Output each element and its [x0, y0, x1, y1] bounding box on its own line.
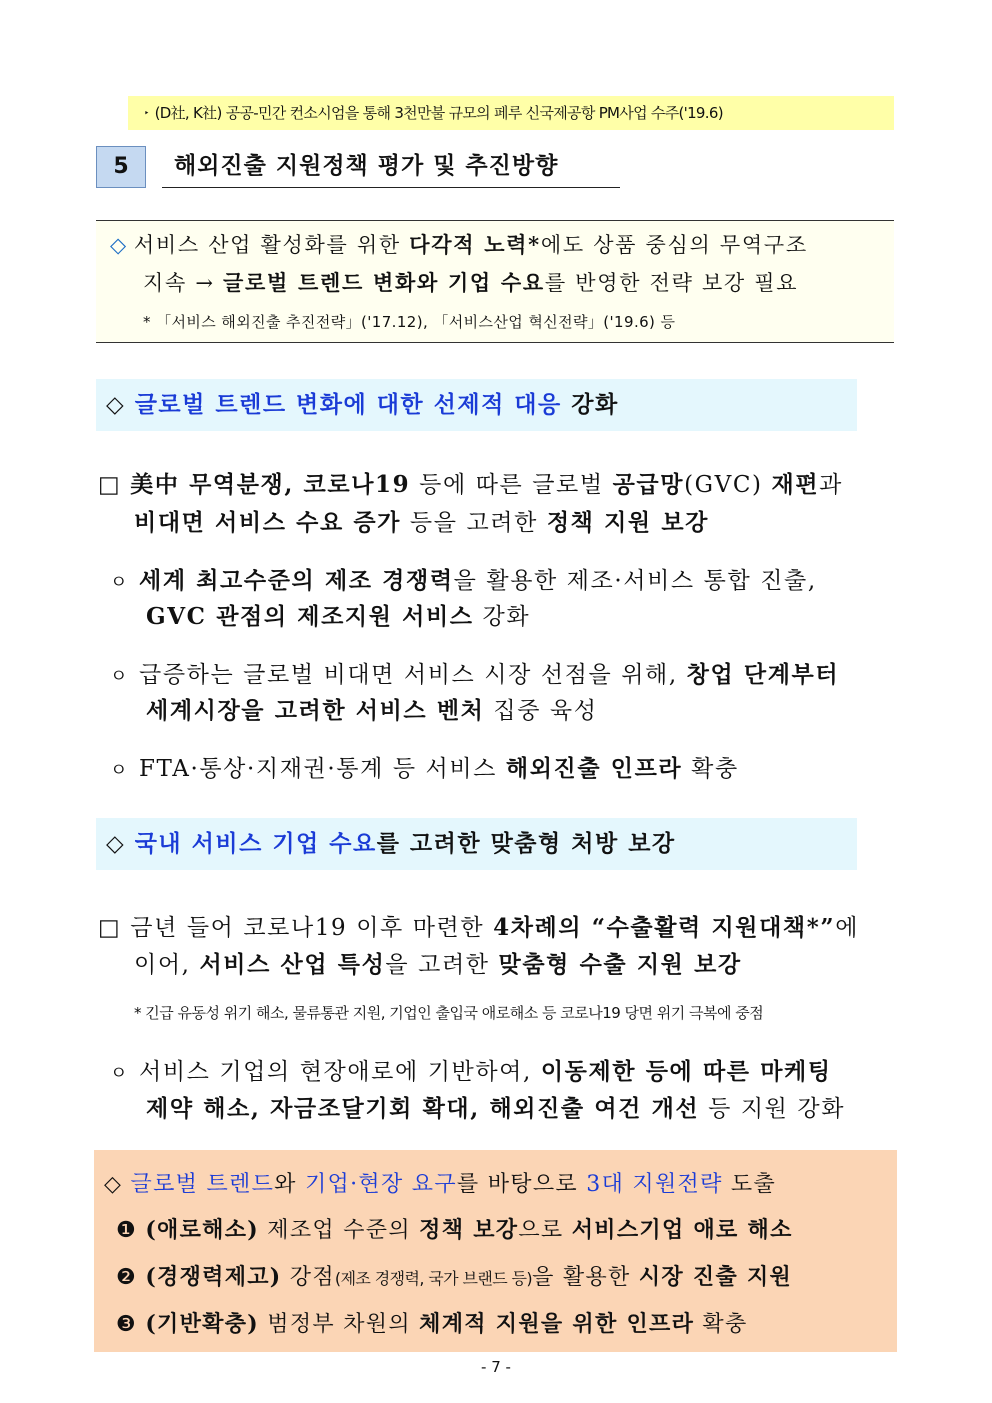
text-bold: 비대면 서비스 수요 증가 — [134, 509, 402, 536]
block2-bullet-1-line-1 — [110, 1053, 832, 1086]
section-number-box: 5 — [96, 146, 146, 188]
text: 이어, — [134, 952, 200, 978]
strategy-blue-text: 글로벌 트렌드 — [130, 1172, 275, 1197]
summary-text: 지속 → — [143, 271, 224, 295]
text: 를 바탕으로 — [456, 1172, 587, 1197]
text-bold: 제약 해소, 자금조달기회 확대, 해외진출 여건 개선 — [146, 1095, 700, 1122]
text: 도출 — [722, 1172, 777, 1197]
text: 집중 육성 — [484, 698, 598, 724]
strategy-box — [94, 1150, 897, 1352]
strategy-item-3 — [116, 1307, 748, 1338]
text-bold: 해외진출 인프라 — [505, 755, 683, 782]
text: 급증하는 글로벌 비대면 서비스 시장 선점을 위해, — [139, 662, 687, 688]
subheading-global-trend — [96, 379, 857, 431]
triangle-bullet-icon: ‣ — [144, 109, 149, 119]
text: 등을 고려한 — [401, 510, 547, 536]
text-bold: 체계적 지원을 위한 인프라 — [419, 1311, 695, 1337]
text: FTA·통상·지재권·통계 등 서비스 — [139, 756, 506, 782]
text: 에 — [835, 915, 860, 941]
subheading-domestic-demand — [96, 818, 857, 870]
summary-box — [96, 220, 894, 343]
diamond-marker-icon: ◇ — [110, 233, 128, 257]
page-number: - 7 - — [481, 1358, 511, 1376]
text: 등 지원 강화 — [699, 1096, 846, 1122]
summary-text: 에도 상품 중심의 무역구조 — [540, 233, 808, 257]
block1-main-line-1 — [98, 466, 843, 499]
text-bold: 서비스기업 애로 해소 — [571, 1217, 793, 1243]
text-bold: 정책 보강 — [419, 1217, 519, 1243]
text: 제조업 수준의 — [258, 1218, 420, 1243]
text: 금년 들어 코로나19 이후 마련한 — [130, 915, 494, 941]
text: 과 — [819, 472, 843, 498]
strategy-blue-text: 기업·현장 요구 — [305, 1172, 457, 1197]
summary-emphasis: 다각적 노력* — [409, 232, 541, 257]
top-note-text: (D社, K社) 공공-민간 컨소시엄을 통해 3천만불 규모의 페루 신국제공항 PM사업 수주('19.6) — [154, 104, 723, 122]
block2-main-line-2 — [134, 946, 742, 979]
text-bold: 세계시장을 고려한 서비스 벤처 — [146, 697, 485, 724]
summary-line-2 — [143, 267, 798, 297]
subheading-blue-text: 국내 서비스 기업 수요 — [134, 831, 377, 857]
circle-bullet-icon: ㅇ — [110, 1063, 129, 1084]
block1-bullet-1-line-2 — [146, 598, 530, 631]
text-bold: 정책 지원 보강 — [546, 509, 709, 536]
summary-emphasis: 글로벌 트렌드 변화와 기업 수요 — [223, 270, 545, 295]
text: 와 — [274, 1172, 305, 1197]
text-bold: 재편 — [771, 471, 820, 498]
text-bold: 서비스 산업 특성 — [199, 951, 386, 978]
text: 강화 — [473, 604, 531, 630]
block2-footnote: * 긴급 유동성 위기 해소, 물류통관 지원, 기업인 출입국 애로해소 등 코로나19 당면 위기 극복에 중점 — [134, 1004, 764, 1022]
text: 확충 — [682, 756, 739, 782]
top-example-note — [128, 96, 894, 130]
text: 을 고려한 — [385, 952, 499, 978]
block1-bullet-2-line-1 — [110, 656, 839, 689]
summary-line-1 — [110, 229, 808, 259]
text: 범정부 차원의 — [258, 1312, 420, 1337]
subheading-dark-text: 강화 — [561, 392, 619, 418]
summary-text: 서비스 산업 활성화를 위한 — [133, 233, 410, 257]
circle-bullet-icon: ㅇ — [110, 572, 129, 593]
block1-bullet-3 — [110, 750, 739, 783]
block1-main-line-2 — [134, 504, 709, 537]
subheading-blue-text: 글로벌 트렌드 변화에 대한 선제적 대응 — [134, 392, 562, 418]
text-bold: (경쟁력제고) — [145, 1264, 282, 1290]
square-bullet-icon: □ — [98, 915, 122, 941]
text: 서비스 기업의 현장애로에 기반하여, — [139, 1059, 541, 1085]
text-bold: 4차례의 “수출활력 지원대책*” — [493, 914, 836, 941]
strategy-item-1 — [116, 1213, 793, 1244]
diamond-marker-icon: ◇ — [106, 831, 126, 857]
strategy-blue-text: 3대 지원전략 — [586, 1172, 723, 1197]
square-bullet-icon: □ — [98, 472, 122, 498]
text-bold: 공급망 — [612, 471, 685, 498]
number-two-icon: ❷ — [116, 1265, 138, 1290]
text-bold: 맞춤형 수출 지원 보강 — [498, 951, 742, 978]
text-bold: (애로해소) — [145, 1217, 259, 1243]
circle-bullet-icon: ㅇ — [110, 760, 129, 781]
text: 강점 — [281, 1265, 335, 1290]
text-bold: (기반확충) — [145, 1311, 259, 1337]
text-bold: 세계 최고수준의 제조 경쟁력 — [139, 567, 454, 594]
text-bold: 이동제한 등에 따른 마케팅 — [540, 1058, 832, 1085]
text: (GVC) — [684, 472, 772, 498]
text-bold: 美中 무역분쟁, 코로나19 — [130, 471, 411, 498]
text: 을 활용한 제조·서비스 통합 진출, — [453, 568, 817, 594]
circle-bullet-icon: ㅇ — [110, 666, 129, 687]
block1-bullet-2-line-2 — [146, 692, 598, 725]
text: 등에 따른 글로벌 — [410, 472, 613, 498]
diamond-marker-icon: ◇ — [106, 392, 126, 418]
text: 을 활용한 — [532, 1265, 639, 1290]
text-small: (제조 경쟁력, 국가 브랜드 등) — [334, 1269, 533, 1288]
block2-main-line-1 — [98, 909, 859, 942]
diamond-marker-icon: ◇ — [104, 1172, 123, 1197]
text-bold: 시장 진출 지원 — [638, 1264, 793, 1290]
text-bold: 창업 단계부터 — [686, 661, 840, 688]
text: 으로 — [518, 1218, 572, 1243]
number-three-icon: ❸ — [116, 1312, 138, 1337]
block1-bullet-1-line-1 — [110, 562, 817, 595]
block2-bullet-1-line-2 — [146, 1090, 845, 1123]
text-bold: GVC 관점의 제조지원 서비스 — [146, 603, 474, 630]
strategy-item-2 — [116, 1260, 792, 1291]
strategy-heading — [104, 1167, 776, 1198]
summary-text: 를 반영한 전략 보강 필요 — [544, 271, 799, 295]
text: 확충 — [694, 1312, 748, 1337]
number-one-icon: ❶ — [116, 1218, 138, 1243]
section-title: 해외진출 지원정책 평가 및 추진방향 — [162, 146, 620, 188]
subheading-dark-text: 를 고려한 맞춤형 처방 보강 — [376, 831, 676, 857]
summary-footnote: * 「서비스 해외진출 추진전략」('17.12), 「서비스산업 혁신전략」('19.6) 등 — [143, 313, 676, 331]
